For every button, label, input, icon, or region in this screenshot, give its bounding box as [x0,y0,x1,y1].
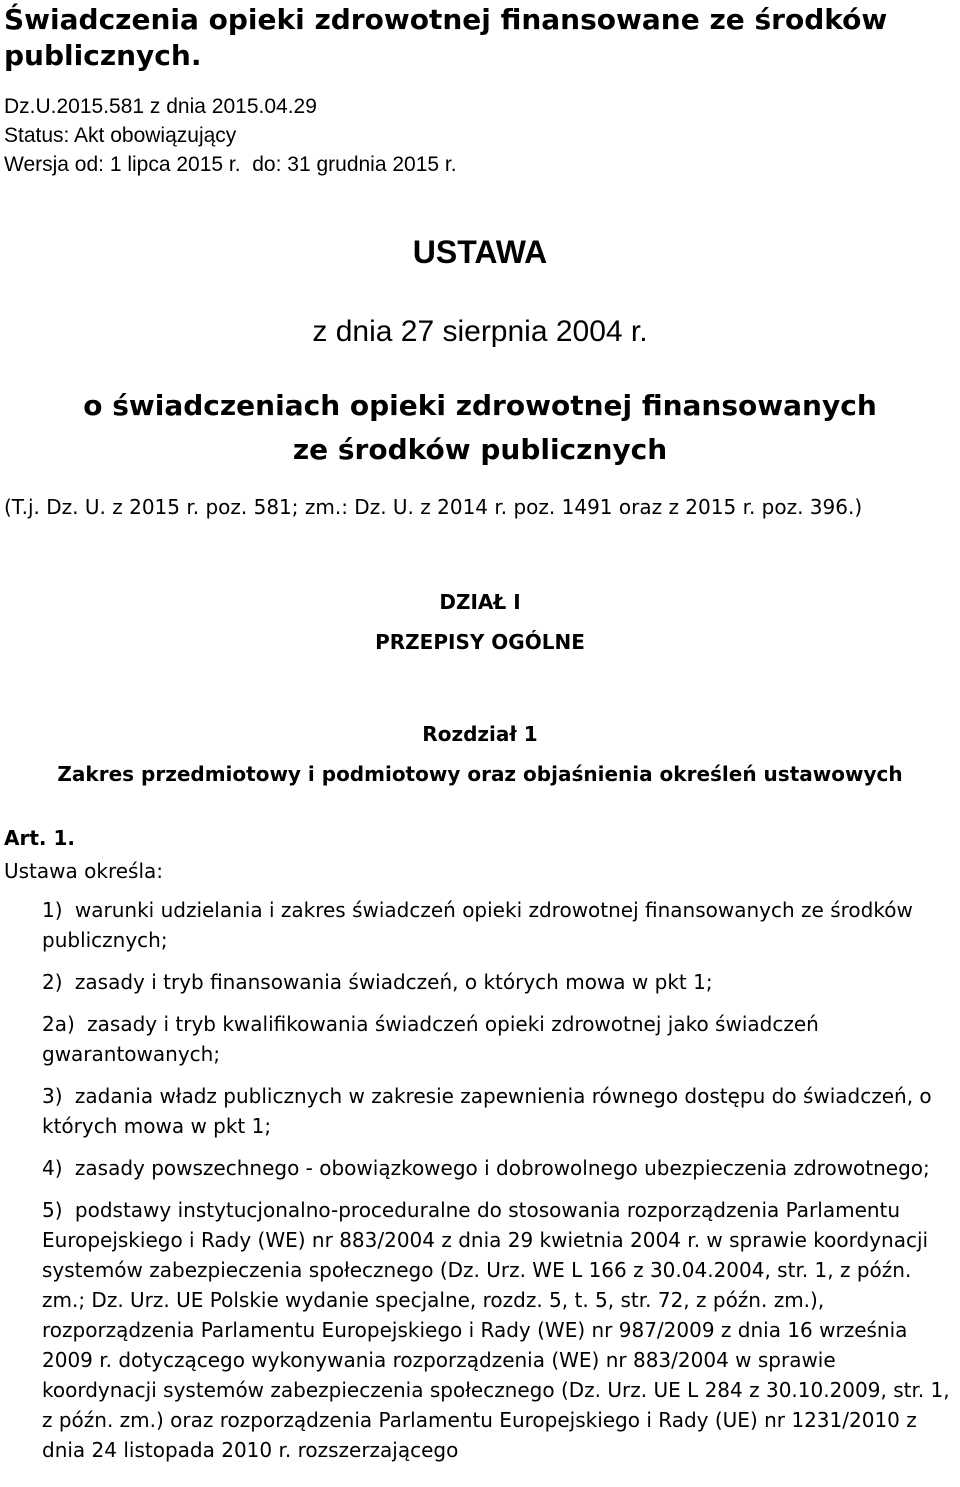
point-number: 4) [42,1156,63,1180]
point-number: 2) [42,970,63,994]
act-subject [0,384,960,472]
point-number: 5) [42,1198,63,1222]
article-label: Art. 1. [4,826,75,850]
point-text: warunki udzielania i zakres świadczeń opieki zdrowotnej finansowanych ze środków publicznych; [42,898,913,952]
page-title: Świadczenia opieki zdrowotnej finansowane ze środków publicznych. [4,3,888,72]
point-number: 2a) [42,1012,75,1036]
chapter-title: Zakres przedmiotowy i podmiotowy oraz objaśnienia określeń ustawowych [57,762,903,786]
list-item [42,1195,956,1465]
chapter-number: Rozdział 1 [422,722,538,746]
list-item [42,1009,956,1069]
list-item [42,967,956,997]
list-item [42,895,956,955]
version-range: Wersja od: 1 lipca 2015 r. do: 31 grudnia 2015 r. [4,153,457,176]
point-text: podstawy instytucjonalno-proceduralne do stosowania rozporządzenia Parlamentu Europejskiego i Rady (WE) nr 883/2004 z dnia 29 kwietnia 2004 r. w sprawie koordynacji systemów zabezpieczenia społecznego (Dz. Urz. WE L 166 z 30.04.2004, str. 1, z późn. zm.; Dz. Urz. UE Polskie wydanie specjalne, rozdz. 5, t. 5, str. 72, z późn. zm.), rozporządzenia Parlamentu Europejskiego i Rady (WE) nr 987/2009 z dnia 16 września 2009 r. dotyczącego wykonywania rozporządzenia (WE) nr 883/2004 w sprawie koordynacji systemów zabezpieczenia społecznego (Dz. Urz. UE L 284 z 30.10.2009, str. 1, z późn. zm.) oraz rozporządzenia Parlamentu Europejskiego i Rady (UE) nr 1231/2010 z dnia 24 listopada 2010 r. rozszerzającego [42,1198,950,1462]
act-subject-text: o świadczeniach opieki zdrowotnej finansowanych ze środków publicznych [83,389,877,466]
division-title: PRZEPISY OGÓLNE [375,630,585,654]
list-item [42,1153,956,1183]
act-status: Status: Akt obowiązujący [4,124,237,147]
point-text: zadania władz publicznych w zakresie zapewnienia równego dostępu do świadczeń, o których mowa w pkt 1; [42,1084,932,1138]
list-item [42,1081,956,1141]
point-number: 3) [42,1084,63,1108]
point-text: zasady i tryb finansowania świadczeń, o których mowa w pkt 1; [74,970,713,994]
article-points-list [42,895,956,1477]
article-intro: Ustawa określa: [4,859,164,883]
act-date: z dnia 27 sierpnia 2004 r. [312,315,648,348]
point-text: zasady powszechnego - obowiązkowego i dobrowolnego ubezpieczenia zdrowotnego; [74,1156,930,1180]
consolidated-text-note: (T.j. Dz. U. z 2015 r. poz. 581; zm.: Dz. U. z 2014 r. poz. 1491 oraz z 2015 r. poz. 396.) [4,495,863,519]
point-text: zasady i tryb kwalifikowania świadczeń opieki zdrowotnej jako świadczeń gwarantowanych; [42,1012,819,1066]
journal-reference: Dz.U.2015.581 z dnia 2015.04.29 [4,95,317,118]
point-number: 1) [42,898,63,922]
division-number: DZIAŁ I [439,590,521,614]
act-type-heading: USTAWA [412,234,548,270]
